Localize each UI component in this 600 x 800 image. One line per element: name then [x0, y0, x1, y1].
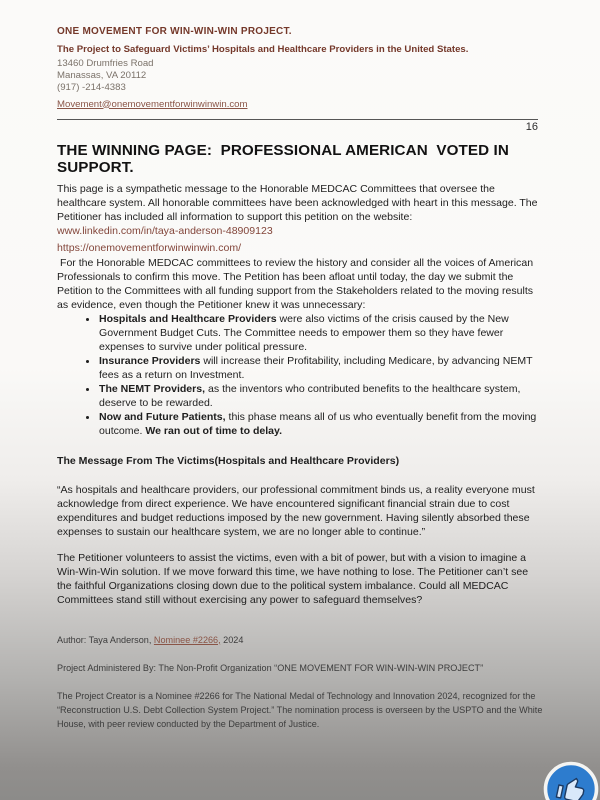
page-number: 16 — [525, 120, 538, 133]
victims-quote: “As hospitals and healthcare providers, our professional commitment binds us, a reality everyone must acknowledge from direct experience. We have encountered significant financial strain due to cost expenditures and budget reductions imposed by the new government. Having silently absorbed these expenses to sustain our healthcare system, we are no longer able to continue.” — [57, 483, 535, 538]
list-item — [98, 354, 545, 382]
thumbs-up-button[interactable] — [542, 760, 600, 800]
site-link[interactable]: https://onemovementforwinwinwin.com/ — [57, 241, 242, 254]
nominee-link[interactable]: Nominee #2266, — [153, 634, 221, 645]
petitioner-paragraph: The Petitioner volunteers to assist the victims, even with a bit of power, but with a vision to imagine a Win-Win-Win solution. If we move forward this time, we have nothing to lose. The Petitioner can’t see the faithful Organizations closing down due to the political system imbalance. Could all MEDCAC Committees stand still without exercising any power to safeguard themselves? — [57, 551, 529, 606]
bullet-lead: Insurance Providers — [99, 354, 201, 367]
intro-paragraph: This page is a sympathetic message to the Honorable MEDCAC Committees that oversee the healthcare system. All honorable committees have been acknowledged with heart in this message. The Petitioner has included all information to support this petition on the website: — [57, 182, 538, 223]
author-suffix: 2024 — [220, 634, 244, 645]
org-tagline: The Project to Safeguard Victims’ Hospitals and Healthcare Providers in the United States. — [57, 44, 469, 55]
list-item — [98, 312, 545, 354]
header-divider — [57, 119, 538, 120]
document-body — [57, 182, 545, 607]
phone-number: (917) -214-4383 — [57, 81, 126, 93]
bullet-lead: Now and Future Patients, — [99, 410, 226, 423]
address-line-1: 13460 Drumfries Road — [57, 57, 154, 69]
bullet-text: were also victims of the crisis caused by the New Government Budget Cuts. The Committee needs to empower them so they have fewer expenses to survive under political pressure. — [99, 312, 509, 353]
bullet-text: this phase means all of us who eventually benefit from the moving outcome. — [99, 410, 537, 437]
page-title: THE WINNING PAGE: PROFESSIONAL AMERICAN VOTED IN SUPPORT. — [57, 141, 514, 176]
org-name: ONE MOVEMENT FOR WIN-WIN-WIN PROJECT. — [57, 26, 292, 37]
address-line-2: Manassas, VA 20112 — [57, 69, 147, 81]
bullet-lead: Hospitals and Healthcare Providers — [99, 312, 277, 325]
review-paragraph: For the Honorable MEDCAC committees to review the history and consider all the voices of American Professionals to confirm this move. The Petition has been afloat until today, the day we submit the Petition to the Committees with all funding support from the Stakeholders related to the moving results as evidence, even though the Petitioner knew it was unnecessary: — [57, 256, 534, 311]
victims-heading: The Message From The Victims(Hospitals and Healthcare Providers) — [57, 454, 400, 467]
author-line — [57, 634, 545, 648]
list-item — [98, 382, 545, 410]
list-item — [98, 410, 545, 438]
thumbs-up-icon — [542, 760, 600, 800]
author-prefix: Author: Taya Anderson, — [57, 634, 154, 645]
bullet-tail: We ran out of time to delay. — [145, 424, 283, 437]
letterhead — [57, 26, 545, 133]
email-link[interactable]: Movement@onemovementforwinwinwin.com — [57, 98, 248, 110]
stakeholder-bullet-list — [57, 312, 545, 438]
creator-note: The Project Creator is a Nominee #2266 for The National Medal of Technology and Innovation 2024, recognized for the “Reconstruction U.S. Debt Collection System Project.” The nomination process is overseen by the USPTO and the White House, with peer review conducted by the Department of Justice. — [57, 690, 543, 729]
linkedin-link[interactable]: www.linkedin.com/in/taya-anderson-48909123 — [57, 224, 273, 237]
bullet-lead: The NEMT Providers, — [99, 382, 206, 395]
admin-line: Project Administered By: The Non-Profit Organization “ONE MOVEMENT FOR WIN-WIN-WIN PROJECT” — [57, 663, 484, 673]
bullet-text: will increase their Profitability, including Medicare, by advancing NEMT fees as a return on Investment. — [99, 354, 533, 381]
bullet-text: as the inventors who contributed benefits to the healthcare system, deserve to be rewarded. — [99, 382, 521, 409]
document-footer — [57, 634, 545, 731]
